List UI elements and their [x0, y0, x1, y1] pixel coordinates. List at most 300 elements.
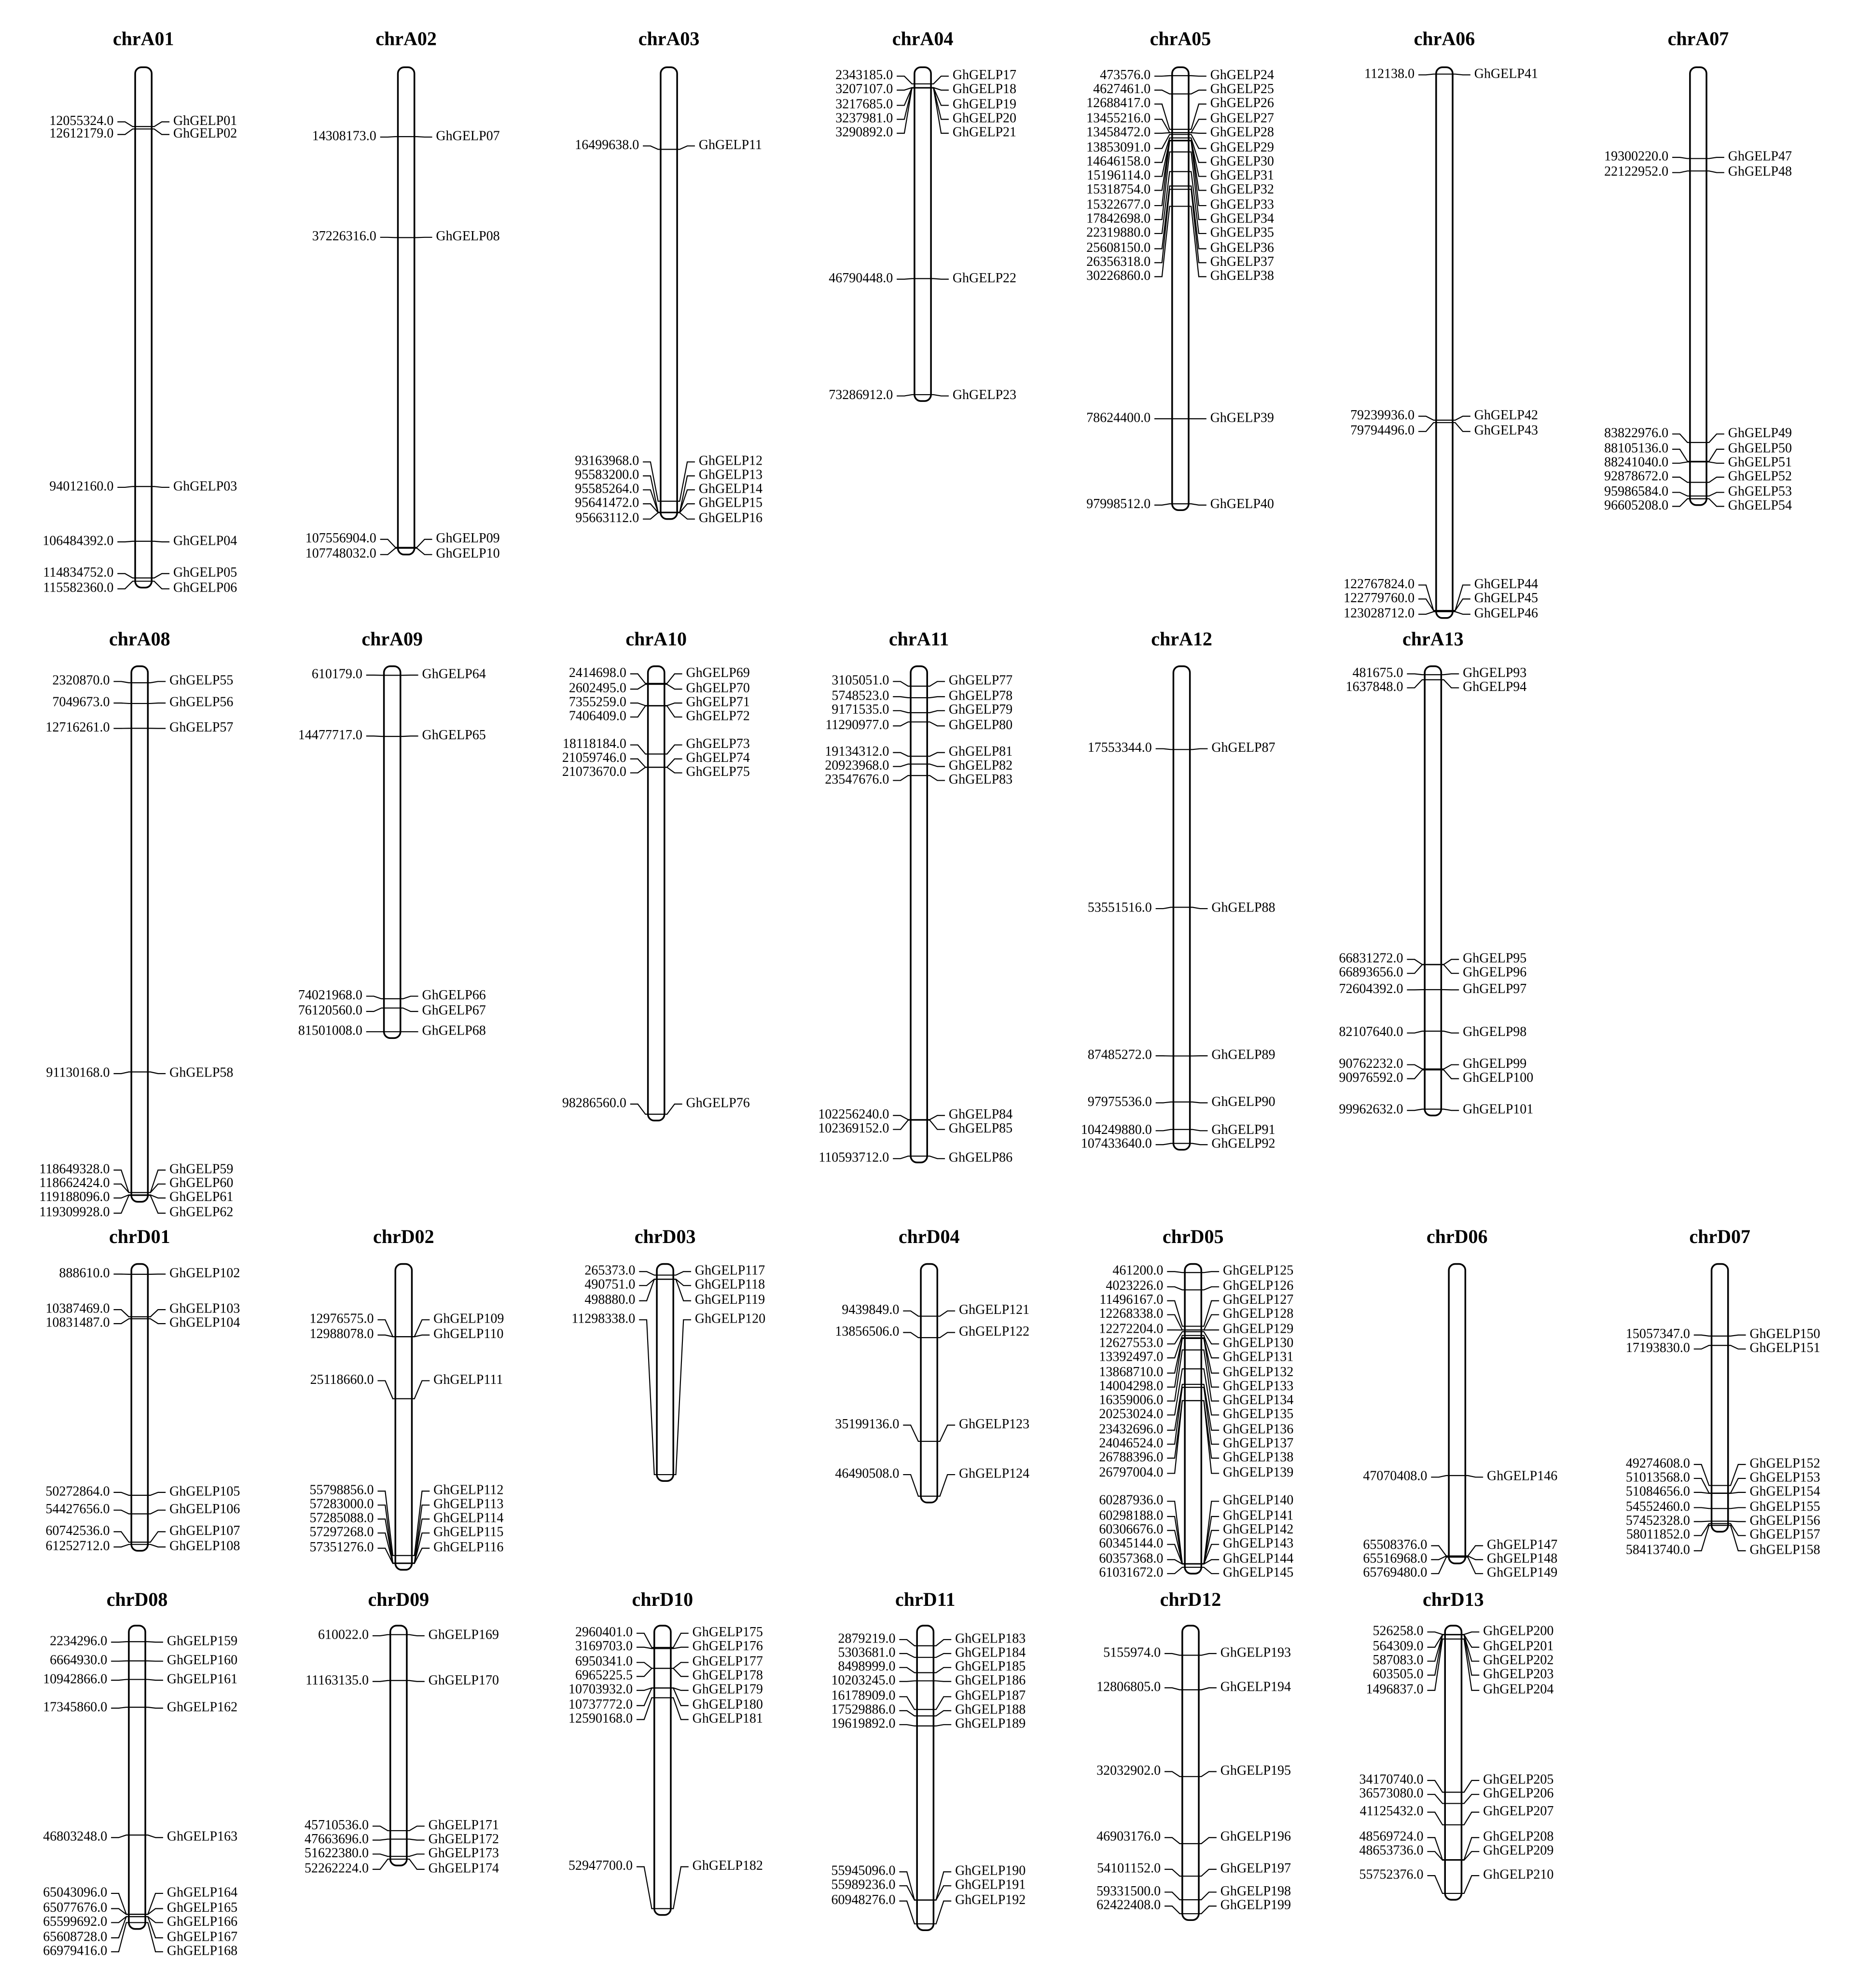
marker-gene-label: GhGELP177: [692, 1654, 763, 1669]
marker-gene-label: GhGELP90: [1211, 1094, 1276, 1109]
marker-gene-label: GhGELP49: [1728, 425, 1792, 441]
marker-position-label: 57285088.0: [309, 1510, 374, 1526]
marker-position-label: 107748032.0: [305, 546, 376, 561]
marker-position-label: 55798856.0: [309, 1482, 374, 1498]
chromosome-title: chrA04: [892, 28, 954, 50]
marker-gene-label: GhGELP105: [169, 1484, 240, 1499]
marker-connector-right: [1201, 1339, 1219, 1387]
marker-position-label: 9171535.0: [832, 702, 889, 718]
marker-connector-right: [1189, 104, 1206, 129]
marker-gene-label: GhGELP81: [948, 744, 1013, 759]
marker-connector-left: [639, 1320, 657, 1475]
marker-gene-label: GhGELP202: [1483, 1653, 1554, 1668]
chromosome-chrA13: [1339, 628, 1533, 1117]
marker-gene-label: GhGELP46: [1474, 606, 1538, 621]
marker-gene-label: GhGELP55: [169, 673, 234, 688]
marker-connector-left: [637, 1662, 654, 1668]
marker-position-label: 25608150.0: [1086, 240, 1151, 255]
marker-connector-right: [1190, 1144, 1208, 1145]
chromosome-chrD11: [831, 1588, 1026, 1930]
marker-gene-label: GhGELP128: [1223, 1306, 1294, 1322]
marker-gene-label: GhGELP98: [1463, 1024, 1527, 1040]
marker-connector-right: [665, 745, 682, 754]
marker-connector-right: [665, 674, 682, 684]
marker-gene-label: GhGELP104: [169, 1315, 240, 1330]
marker-connector-left: [380, 539, 398, 548]
chromosome-title: chrA13: [1402, 628, 1464, 650]
marker-gene-label: GhGELP72: [686, 708, 750, 724]
marker-gene-label: GhGELP75: [686, 764, 750, 780]
marker-position-label: 34170740.0: [1359, 1772, 1424, 1787]
marker-gene-label: GhGELP133: [1223, 1379, 1294, 1394]
marker-connector-right: [1441, 1070, 1459, 1078]
marker-position-label: 5303681.0: [838, 1645, 896, 1660]
marker-connector-left: [1427, 1795, 1445, 1804]
marker-position-label: 11163135.0: [305, 1673, 369, 1688]
marker-gene-label: GhGELP26: [1210, 96, 1274, 111]
marker-connector-left: [111, 1680, 129, 1681]
marker-position-label: 498880.0: [584, 1292, 636, 1308]
marker-connector-left: [899, 1711, 917, 1716]
marker-gene-label: GhGELP39: [1210, 410, 1274, 426]
marker-connector-left: [897, 88, 915, 133]
marker-position-label: 96605208.0: [1604, 497, 1669, 513]
marker-gene-label: GhGELP163: [166, 1829, 238, 1844]
marker-connector-left: [899, 1697, 917, 1709]
marker-connector-left: [1167, 1315, 1185, 1330]
marker-connector-left: [1154, 104, 1172, 129]
marker-connector-right: [1441, 959, 1459, 964]
chromosome-bar: [390, 1626, 407, 1865]
marker-position-label: 13458472.0: [1086, 124, 1151, 140]
marker-connector-left: [1672, 171, 1690, 172]
marker-position-label: 13868710.0: [1099, 1365, 1164, 1380]
marker-gene-label: GhGELP207: [1483, 1804, 1554, 1819]
marker-gene-label: GhGELP189: [955, 1716, 1026, 1731]
marker-position-label: 10737772.0: [568, 1697, 633, 1712]
marker-gene-label: GhGELP53: [1728, 483, 1792, 499]
marker-position-label: 587083.0: [1373, 1653, 1424, 1668]
marker-connector-left: [1672, 462, 1690, 463]
marker-position-label: 12590168.0: [568, 1711, 633, 1726]
marker-position-label: 13455216.0: [1086, 110, 1151, 126]
marker-gene-label: GhGELP176: [692, 1639, 763, 1654]
marker-connector-left: [630, 745, 648, 754]
marker-connector-left: [1165, 1892, 1182, 1900]
marker-gene-label: GhGELP29: [1210, 140, 1274, 155]
marker-gene-label: GhGELP192: [955, 1892, 1026, 1908]
marker-connector-right: [933, 1640, 951, 1646]
marker-position-label: 37226316.0: [312, 229, 376, 244]
marker-gene-label: GhGELP85: [948, 1121, 1013, 1136]
marker-connector-right: [1189, 90, 1206, 94]
marker-gene-label: GhGELP179: [692, 1682, 763, 1697]
marker-connector-right: [1199, 1688, 1217, 1690]
marker-connector-right: [152, 122, 169, 126]
marker-gene-label: GhGELP130: [1223, 1335, 1294, 1351]
marker-gene-label: GhGELP125: [1223, 1263, 1294, 1278]
marker-position-label: 46490508.0: [835, 1466, 900, 1481]
chromosome-bar: [654, 1626, 671, 1915]
marker-gene-label: GhGELP100: [1463, 1070, 1534, 1085]
marker-gene-label: GhGELP156: [1749, 1513, 1820, 1528]
marker-position-label: 10387469.0: [45, 1301, 110, 1316]
marker-position-label: 79794496.0: [1350, 423, 1415, 438]
marker-connector-right: [677, 146, 695, 149]
marker-position-label: 123028712.0: [1344, 606, 1415, 621]
marker-gene-label: GhGELP164: [166, 1885, 238, 1900]
marker-position-label: 62422408.0: [1096, 1897, 1161, 1913]
marker-connector-left: [117, 122, 135, 126]
marker-connector-right: [1201, 1567, 1219, 1574]
marker-connector-right: [412, 1320, 430, 1337]
marker-connector-left: [630, 684, 648, 689]
marker-connector-right: [665, 706, 682, 717]
marker-gene-label: GhGELP65: [422, 727, 486, 743]
marker-gene-label: GhGELP68: [422, 1023, 486, 1038]
marker-connector-right: [1201, 1315, 1219, 1330]
marker-connector-left: [630, 703, 648, 705]
marker-gene-label: GhGELP106: [169, 1502, 240, 1517]
marker-position-label: 79239936.0: [1350, 408, 1415, 423]
marker-gene-label: GhGELP183: [955, 1631, 1026, 1646]
marker-connector-right: [401, 996, 418, 999]
chromosome-title: chrA05: [1150, 28, 1211, 50]
marker-connector-left: [643, 146, 661, 149]
chromosome-bar: [915, 67, 931, 401]
marker-position-label: 107433640.0: [1081, 1136, 1152, 1151]
marker-gene-label: GhGELP159: [166, 1633, 238, 1649]
marker-position-label: 265373.0: [584, 1263, 636, 1278]
marker-connector-right: [1441, 674, 1459, 675]
marker-connector-left: [373, 1826, 390, 1831]
chromosome-bar: [1449, 1264, 1465, 1563]
marker-connector-left: [637, 1867, 654, 1909]
marker-position-label: 50272864.0: [45, 1484, 110, 1499]
marker-gene-label: GhGELP146: [1487, 1468, 1558, 1484]
chromosome-chrA02: [305, 28, 500, 561]
marker-gene-label: GhGELP34: [1210, 211, 1274, 226]
marker-gene-label: GhGELP19: [952, 97, 1017, 112]
marker-gene-label: GhGELP170: [428, 1673, 499, 1688]
marker-gene-label: GhGELP88: [1211, 900, 1276, 915]
marker-gene-label: GhGELP35: [1210, 225, 1274, 240]
marker-position-label: 17553344.0: [1087, 740, 1152, 756]
marker-connector-right: [407, 1854, 425, 1856]
marker-connector-left: [111, 1835, 129, 1837]
marker-position-label: 23432696.0: [1099, 1422, 1164, 1437]
marker-gene-label: GhGELP186: [955, 1673, 1026, 1688]
marker-connector-right: [1199, 1892, 1217, 1900]
marker-connector-left: [630, 706, 648, 717]
marker-position-label: 65508376.0: [1363, 1537, 1428, 1552]
marker-connector-right: [407, 1635, 425, 1636]
chromosome-title: chrA03: [638, 28, 700, 50]
chromosome-title: chrD06: [1426, 1226, 1488, 1248]
marker-connector-left: [1154, 90, 1172, 94]
marker-connector-left: [893, 1116, 911, 1120]
marker-position-label: 6950341.0: [575, 1654, 633, 1669]
marker-connector-left: [893, 775, 911, 780]
marker-position-label: 46803248.0: [43, 1829, 108, 1844]
marker-position-label: 20253024.0: [1099, 1406, 1164, 1422]
marker-gene-label: GhGELP31: [1210, 167, 1274, 183]
marker-connector-left: [377, 1320, 395, 1337]
marker-connector-right: [671, 1698, 689, 1720]
marker-connector-right: [407, 1826, 425, 1831]
marker-position-label: 54427656.0: [45, 1502, 110, 1517]
marker-position-label: 46790448.0: [829, 271, 893, 286]
chromosome-chrD10: [568, 1588, 763, 1915]
marker-connector-right: [937, 1475, 955, 1496]
marker-connector-right: [671, 1867, 689, 1909]
marker-gene-label: GhGELP08: [436, 229, 500, 244]
marker-connector-left: [1156, 907, 1174, 909]
chromosome-chrD07: [1626, 1226, 1820, 1557]
marker-gene-label: GhGELP139: [1223, 1464, 1294, 1480]
marker-position-label: 13856506.0: [835, 1324, 900, 1339]
marker-connector-left: [1672, 449, 1690, 461]
marker-connector-left: [1427, 1632, 1445, 1634]
marker-gene-label: GhGELP70: [686, 680, 750, 696]
marker-connector-left: [1672, 499, 1690, 507]
marker-connector-left: [117, 129, 135, 134]
marker-connector-left: [113, 681, 131, 683]
marker-gene-label: GhGELP174: [428, 1861, 499, 1876]
marker-gene-label: GhGELP93: [1463, 665, 1527, 680]
chromosome-title: chrD03: [634, 1226, 696, 1248]
chromosome-bar: [398, 67, 415, 554]
marker-connector-right: [1441, 965, 1459, 973]
marker-connector-left: [1418, 612, 1436, 614]
marker-gene-label: GhGELP103: [169, 1301, 240, 1316]
marker-gene-label: GhGELP196: [1220, 1829, 1291, 1844]
marker-connector-left: [1154, 119, 1172, 133]
marker-connector-right: [1728, 1464, 1746, 1486]
marker-connector-right: [1453, 74, 1470, 75]
marker-gene-label: GhGELP17: [952, 68, 1017, 83]
marker-gene-label: GhGELP147: [1487, 1537, 1558, 1552]
marker-gene-label: GhGELP110: [433, 1326, 504, 1342]
marker-connector-left: [117, 581, 135, 589]
marker-gene-label: GhGELP118: [694, 1277, 765, 1292]
marker-gene-label: GhGELP154: [1749, 1484, 1820, 1499]
marker-position-label: 48569724.0: [1359, 1829, 1424, 1844]
marker-position-label: 57452328.0: [1625, 1513, 1690, 1528]
marker-connector-right: [152, 129, 169, 134]
marker-connector-left: [1672, 477, 1690, 483]
marker-gene-label: GhGELP113: [433, 1496, 504, 1512]
marker-position-label: 13853091.0: [1086, 140, 1151, 155]
marker-gene-label: GhGELP14: [698, 481, 763, 497]
marker-connector-right: [407, 1681, 425, 1682]
marker-connector-left: [1167, 1287, 1185, 1290]
marker-gene-label: GhGELP07: [436, 128, 500, 144]
marker-position-label: 19134312.0: [825, 744, 889, 759]
marker-gene-label: GhGELP161: [166, 1671, 238, 1687]
marker-position-label: 65516968.0: [1363, 1551, 1428, 1566]
marker-position-label: 2960401.0: [575, 1625, 633, 1640]
marker-connector-right: [1190, 1102, 1208, 1103]
marker-position-label: 21073670.0: [562, 764, 626, 780]
marker-gene-label: GhGELP167: [166, 1929, 238, 1945]
chromosome-chrA12: [1081, 628, 1276, 1151]
marker-connector-right: [665, 703, 682, 705]
marker-connector-left: [1407, 1109, 1425, 1111]
marker-position-label: 47663696.0: [305, 1831, 369, 1847]
marker-connector-left: [899, 1901, 917, 1924]
marker-connector-right: [407, 1839, 425, 1840]
marker-connector-right: [1461, 1837, 1479, 1860]
marker-connector-left: [1165, 1654, 1182, 1656]
marker-position-label: 66893656.0: [1339, 965, 1403, 980]
chromosome-bar: [131, 666, 148, 1202]
marker-position-label: 6664930.0: [50, 1653, 108, 1668]
chromosome-chrA11: [818, 628, 1012, 1165]
marker-gene-label: GhGELP76: [686, 1095, 750, 1111]
marker-connector-right: [927, 753, 945, 757]
marker-position-label: 3169703.0: [575, 1639, 633, 1654]
marker-connector-right: [677, 513, 695, 519]
marker-connector-left: [630, 1104, 648, 1114]
marker-gene-label: GhGELP83: [948, 772, 1013, 787]
marker-gene-label: GhGELP153: [1749, 1470, 1820, 1485]
marker-gene-label: GhGELP44: [1474, 576, 1538, 592]
marker-connector-right: [152, 541, 169, 542]
marker-position-label: 603505.0: [1373, 1667, 1424, 1682]
marker-connector-right: [412, 1519, 430, 1563]
chromosome-title: chrA11: [888, 628, 949, 650]
marker-position-label: 10942866.0: [43, 1671, 108, 1687]
marker-gene-label: GhGELP09: [436, 531, 500, 546]
marker-position-label: 15318754.0: [1086, 181, 1151, 197]
marker-connector-right: [148, 1545, 166, 1547]
marker-connector-right: [1441, 680, 1459, 688]
marker-position-label: 52262224.0: [305, 1861, 369, 1876]
marker-gene-label: GhGELP123: [958, 1416, 1030, 1432]
marker-connector-right: [933, 1725, 951, 1726]
marker-connector-right: [665, 684, 682, 689]
marker-connector-right: [673, 1279, 691, 1300]
marker-connector-left: [1427, 1812, 1445, 1825]
marker-connector-left: [1431, 1476, 1449, 1477]
marker-connector-right: [1201, 1287, 1219, 1290]
marker-gene-label: GhGELP151: [1749, 1340, 1820, 1356]
chromosome-title: chrD13: [1423, 1588, 1484, 1611]
chromosome-chrA09: [298, 628, 486, 1038]
marker-gene-label: GhGELP22: [952, 271, 1017, 286]
marker-connector-right: [1461, 1795, 1479, 1804]
marker-connector-left: [899, 1640, 917, 1646]
marker-gene-label: GhGELP169: [428, 1627, 499, 1643]
marker-connector-left: [637, 1698, 654, 1720]
marker-connector-right: [1199, 1771, 1217, 1776]
marker-position-label: 5155974.0: [1103, 1645, 1161, 1660]
marker-position-label: 35199136.0: [835, 1416, 900, 1432]
marker-gene-label: GhGELP40: [1210, 497, 1274, 512]
marker-gene-label: GhGELP181: [692, 1711, 763, 1726]
marker-gene-label: GhGELP182: [692, 1858, 763, 1874]
marker-gene-label: GhGELP87: [1211, 740, 1276, 756]
marker-connector-left: [377, 1519, 395, 1563]
marker-gene-label: GhGELP204: [1483, 1682, 1554, 1697]
chromosome-chrD06: [1363, 1226, 1557, 1580]
marker-connector-right: [927, 1156, 945, 1159]
marker-position-label: 3105051.0: [832, 673, 889, 688]
marker-position-label: 57283000.0: [309, 1496, 374, 1512]
marker-connector-left: [1156, 1144, 1174, 1145]
marker-connector-right: [927, 775, 945, 780]
chromosome-bar: [1436, 67, 1453, 618]
chromosome-bar: [648, 666, 665, 1121]
marker-connector-left: [117, 486, 135, 487]
marker-connector-right: [665, 1104, 682, 1114]
marker-connector-left: [1694, 1464, 1712, 1486]
marker-connector-right: [931, 278, 949, 279]
marker-connector-right: [148, 1170, 166, 1193]
marker-connector-left: [1431, 1546, 1449, 1556]
marker-position-label: 15322677.0: [1086, 197, 1151, 212]
marker-gene-label: GhGELP129: [1223, 1321, 1294, 1337]
marker-position-label: 57351276.0: [309, 1540, 374, 1555]
marker-position-label: 49274608.0: [1625, 1456, 1690, 1471]
marker-gene-label: GhGELP42: [1474, 408, 1538, 423]
marker-position-label: 11298338.0: [571, 1311, 636, 1326]
marker-gene-label: GhGELP145: [1223, 1565, 1294, 1580]
marker-connector-left: [373, 1635, 390, 1636]
marker-connector-left: [897, 278, 915, 279]
marker-gene-label: GhGELP132: [1223, 1365, 1294, 1380]
marker-gene-label: GhGELP157: [1749, 1527, 1820, 1542]
marker-position-label: 11290977.0: [825, 717, 889, 732]
marker-gene-label: GhGELP89: [1211, 1047, 1276, 1063]
marker-connector-right: [931, 395, 949, 396]
chromosome-title: chrD05: [1162, 1226, 1224, 1248]
marker-connector-right: [931, 88, 949, 133]
chromosome-chrD12: [1096, 1588, 1291, 1920]
marker-gene-label: GhGELP193: [1220, 1645, 1291, 1660]
marker-connector-right: [145, 1707, 163, 1708]
marker-gene-label: GhGELP140: [1223, 1492, 1294, 1508]
marker-connector-left: [899, 1668, 917, 1673]
chromosome-chrA07: [1604, 28, 1792, 512]
marker-position-label: 30226860.0: [1086, 268, 1151, 283]
marker-gene-label: GhGELP30: [1210, 154, 1274, 169]
marker-gene-label: GhGELP78: [948, 688, 1013, 704]
marker-gene-label: GhGELP135: [1223, 1406, 1294, 1422]
marker-connector-right: [671, 1633, 689, 1647]
marker-gene-label: GhGELP190: [955, 1863, 1026, 1878]
marker-connector-left: [1418, 74, 1436, 75]
marker-position-label: 2320870.0: [52, 673, 110, 688]
marker-gene-label: GhGELP74: [686, 750, 750, 766]
marker-gene-label: GhGELP21: [952, 124, 1017, 140]
marker-connector-left: [113, 703, 131, 704]
marker-connector-right: [1189, 119, 1206, 133]
marker-position-label: 53551516.0: [1087, 900, 1152, 915]
marker-connector-right: [927, 681, 945, 686]
marker-position-label: 14477717.0: [298, 727, 362, 743]
chromosome-chrA04: [829, 28, 1016, 402]
chromosome-bar: [1185, 1264, 1201, 1574]
marker-position-label: 58413740.0: [1625, 1542, 1690, 1558]
marker-connector-left: [1694, 1507, 1712, 1508]
marker-position-label: 22319880.0: [1086, 225, 1151, 240]
chromosome-chrD05: [1099, 1226, 1293, 1580]
marker-gene-label: GhGELP120: [694, 1311, 766, 1326]
marker-connector-left: [893, 711, 911, 713]
marker-position-label: 17193830.0: [1625, 1340, 1690, 1356]
